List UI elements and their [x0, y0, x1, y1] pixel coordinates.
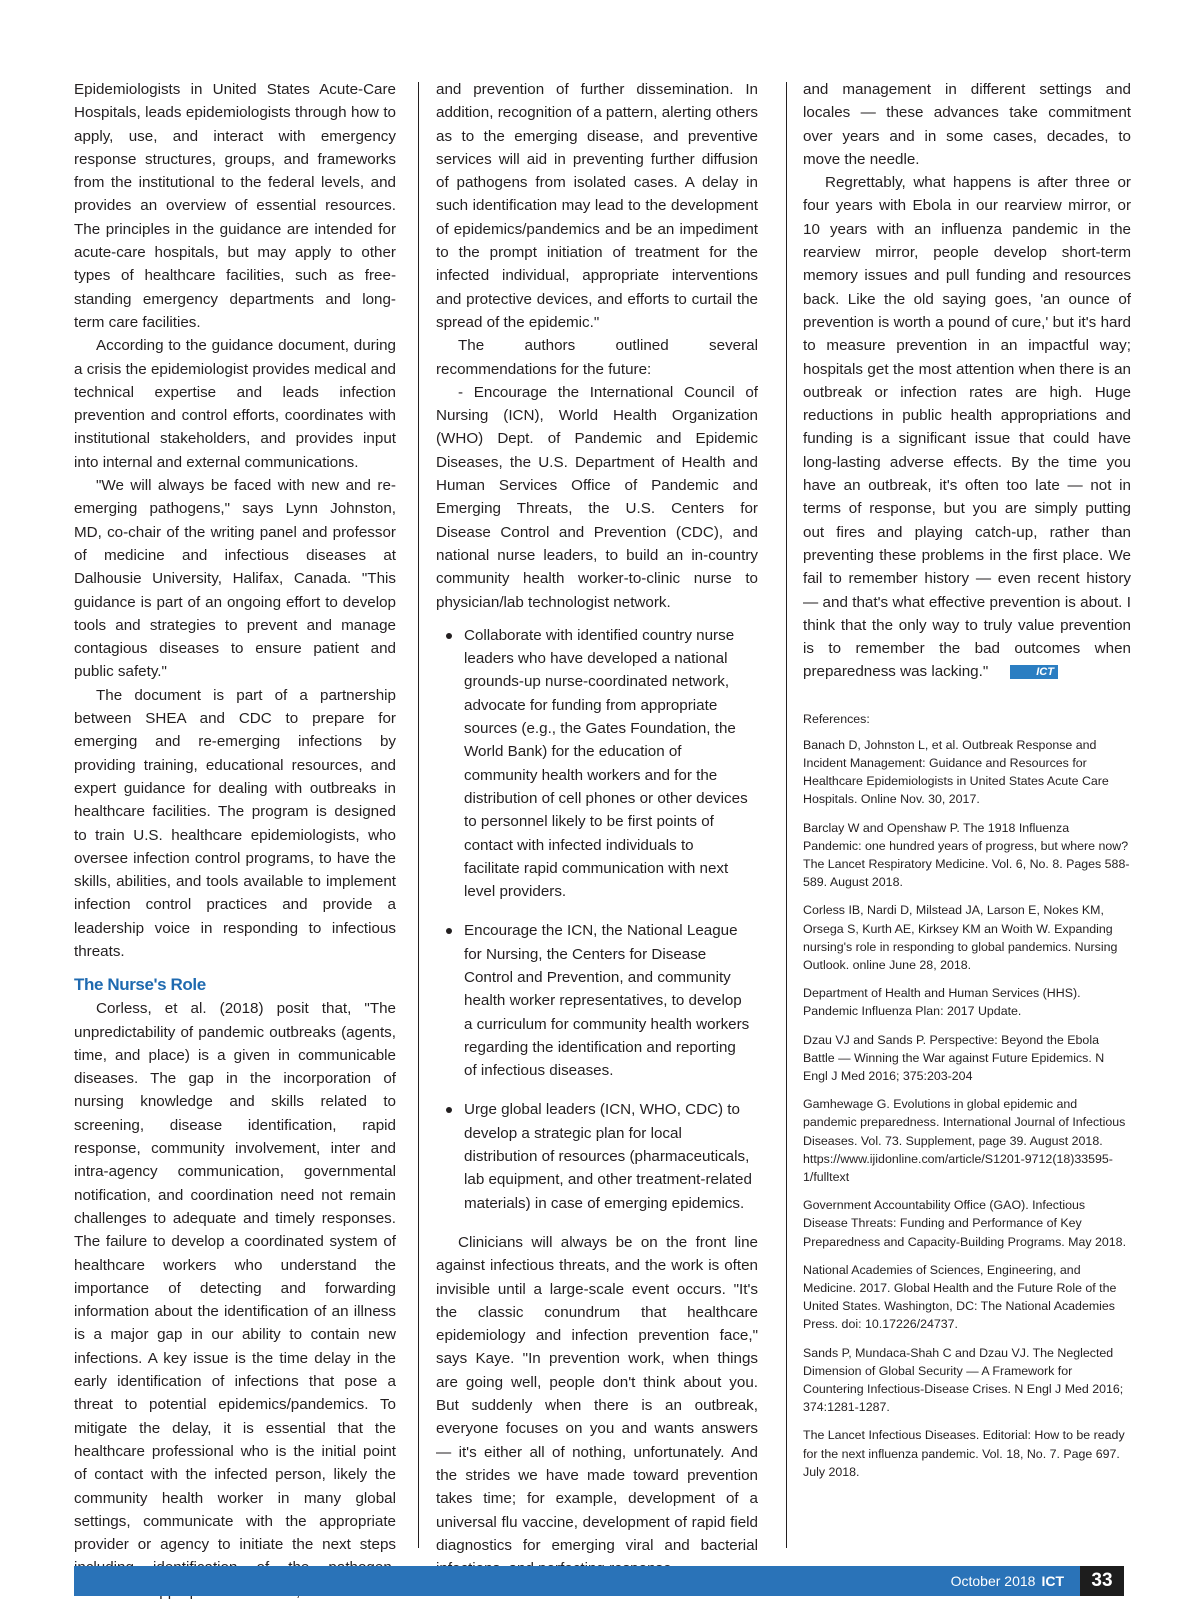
bullet-icon: [446, 928, 452, 934]
paragraph: Clinicians will always be on the front line against infectious threats, and the work is often invisible until a large-scale event occurs. "It's the classic conundrum that healthcare epidemiology and infection prevention face," says Kaye. "In prevention work, when things are going well, people don't think about you. But suddenly when there is an outbreak, everyone focuses on you and wants answers — it's either all of nothing, unfortunately. And the strides we have made toward prevention takes time; for example, development of a universal flu vaccine, development of rapid field diagnostics for emerging viral and bacterial: [436, 1233, 758, 1554]
section-heading: The Nurse's Role: [74, 975, 206, 995]
reference-item: Dzau VJ and Sands P. Perspective: Beyond the Ebola Battle — Winning the War against Future Epidemics. N Engl J Med 2016; 375:203-204: [803, 1032, 1105, 1083]
paragraph: and prevention of further dissemination. In addition, recognition of a pattern, alerting others as to the emerging disease, and preventive services will aid in preventing further diffusion of pathogens from isolated cases. A delay in such identification may lead to the development of epidemics/pandemics and be an impediment to the prompt initiation of treatment for the infected individual, appropriate interventions and protective devices, and efforts to curtail the spread of the epidemic.": [436, 81, 758, 331]
footer-date: October 2018: [950, 1573, 1036, 1589]
ict-end-mark-icon: ICT: [1010, 665, 1058, 679]
paragraph: Corless, et al. (2018) posit that, "The unpredictability of pandemic outbreaks (agents, time, and place) is a given in communicable diseases. The gap in the incorporation of nursing knowledge and skills related to screening, disease identification, rapid response, community involvement, inter and intra-agency communication, governmental notification, and coordination need not remain challenges to adequate and timely responses. The failure to develop a coordinated system of healthcare workers who understand the importance of detecting and forwarding information about the identification of an illness is a major gap in our ability to contain new infections. A key issue is the time delay in the early identification of infections that pose a threat to potential epidemics/pandemics. To mitigate the delay, it is essential that the healthcare professional who is the initial point of contact with the infected person, likely the community health worker in many global settings, communicate with the appropriate provider or agency to initiate the next steps: [74, 1000, 396, 1554]
footer-issue: [951, 1572, 1064, 1590]
paragraph: The document is part of a partnership between SHEA and CDC to prepare for emerging and re-emerging infections by providing training, educational resources, and expert guidance for dealing with outbreaks in healthcare facilities. The program is designed to train U.S. healthcare epidemiologists, who oversee infection control programs, to have the skills, abilities, and tools available to implement infection control practices and provide a leadership voice in responding to infectious threats.: [74, 686, 396, 960]
footer-brand: ICT: [1041, 1573, 1064, 1589]
reference-item: Barclay W and Openshaw P. The 1918 Influenza Pandemic: one hundred years of progress, but where now? The Lancet Respiratory Medicine. Vol. 6, No. 8. Pages 588-589. August 2018.: [803, 820, 1130, 890]
paragraph: "We will always be faced with new and re-emerging pathogens," says Lynn Johnston, MD, co-chair of the writing panel and professor of medicine and infectious diseases at Dalhousie University, Halifax, Canada. "This guidance is part of an ongoing effort to develop tools and strategies to prevent and manage contagious diseases to ensure patient and public safety.": [74, 477, 396, 681]
paragraph: Regrettably, what happens is after three or four years with Ebola in our rearview mirror, or 10 years with an influenza pandemic in the rearview mirror, people develop short-term memory issues and pull funding and resources back. Like the old saying goes, 'an ounce of prevention is worth a pound of cure,' but it's hard to measure prevention in an impactful way; hospitals get the most attention when there is an outbreak or infection rates are high. Huge reductions in public health appropriations and funding is a significant issue that could have long-lasting adverse effects. By the time you have an outbreak, it's often too late — not in terms of response, but you are simply putting out fires and playing catch-up, rather than preventing these problems in the first place. We fail to remember history — even recent history — and that's what effective prevention is about. I think that the only way to truly value prevention is to remember the bad outcomes when preparedness was lacking." ICT: [803, 174, 1131, 681]
list-item: Collaborate with identified country nurse leaders who have developed a national grounds-up nurse-coordinated network, advocate for funding from appropriate sources (e.g., the Gates Foundation, the World Bank) for the education of community health workers and for the distribution of cell phones or other devices to personnel likely to be first points of contact with infected individuals to facilitate rapid communication with next level providers.: [464, 624, 758, 904]
reference-item: Gamhewage G. Evolutions in global epidemic and pandemic preparedness. International Journal of Infectious Diseases. Vol. 73. Supplement, page 39. August 2018. https://www.ijidonline.com/article/S1201-9712(18)33595-1/fulltext: [803, 1097, 1126, 1184]
references-section: [803, 710, 1131, 1481]
references-title: References:: [803, 711, 870, 726]
page-number: 33: [1080, 1566, 1124, 1596]
reference-item: The Lancet Infectious Diseases. Editorial: How to be ready for the next influenza pandemic. Vol. 18, No. 7. Page 697. July 2018.: [803, 1428, 1125, 1479]
paragraph: According to the guidance document, during a crisis the epidemiologist provides medical and technical expertise and leads infection prevention and control efforts, coordinates with institutional stakeholders, and provides input into internal and external communications.: [74, 337, 396, 471]
list-item: Urge global leaders (ICN, WHO, CDC) to develop a strategic plan for local distribution of resources (pharmaceuticals, lab equipment, and other treatment-related materials) in case of emerging epidemics.: [464, 1098, 758, 1214]
reference-item: Department of Health and Human Services (HHS). Pandemic Influenza Plan: 2017 Update.: [803, 986, 1081, 1019]
bullet-icon: [446, 633, 452, 639]
paragraph: and management in different settings and locales — these advances take commitment over years and in some cases, decades, to move the needle.: [803, 81, 1131, 168]
footer-bar: [74, 1566, 1124, 1596]
reference-item: Banach D, Johnston L, et al. Outbreak Response and Incident Management: Guidance and Resources for Healthcare Epidemiologists in United States Acute Care Hospitals. Online Nov. 30, 2017.: [803, 737, 1109, 807]
list-item: Encourage the ICN, the National League for Nursing, the Centers for Disease Control and Prevention, and community health worker representatives, to develop a curriculum for community health workers regarding the identification and reporting of infectious diseases.: [464, 919, 758, 1082]
reference-item: Sands P, Mundaca-Shah C and Dzau VJ. The Neglected Dimension of Global Security — A Framework for Countering Infectious-Disease Crises. N Engl J Med 2016; 374:1281-1287.: [803, 1345, 1124, 1415]
paragraph: Epidemiologists in United States Acute-Care Hospitals, leads epidemiologists through how to apply, use, and interact with emergency response structures, groups, and frameworks from the institutional to the federal levels, and provides an overview of essential resources. The principles in the guidance are intended for acute-care hospitals, but may apply to other types of healthcare facilities, such as free-standing emergency departments and long-term care facilities.: [74, 81, 396, 331]
bullet-icon: [446, 1107, 452, 1113]
paragraph: - Encourage the International Council of Nursing (ICN), World Health Organization (WHO) Dept. of Pandemic and Epidemic Diseases, the U.S. Department of Health and Human Services Office of Pandemic and Emerging Threats, the U.S. Centers for Disease Control and Prevention (CDC), and national nurse leaders, to build an in-country community health worker-to-clinic nurse to physician/lab technologist network.: [436, 383, 758, 611]
article-column-1: [74, 78, 396, 1603]
reference-item: National Academies of Sciences, Engineering, and Medicine. 2017. Global Health and the Future Role of the United States. Washington, DC: The National Academies Press. doi: 10.17226/24737.: [803, 1262, 1117, 1332]
article-column-3: [803, 78, 1131, 1491]
column-divider-left: [418, 82, 419, 1548]
article-column-2: [436, 78, 758, 1580]
reference-item: Corless IB, Nardi D, Milstead JA, Larson E, Nokes KM, Orsega S, Kurth AE, Kirksey KM an Woith W. Expanding nursing's role in responding to global pandemics. Nursing Outlook. online June 28, 2018.: [803, 903, 1118, 972]
recommendation-list: [436, 624, 758, 1215]
reference-item: Government Accountability Office (GAO). Infectious Disease Threats: Funding and Performance of Key Preparedness and Capacity-Building Programs. May 2018.: [803, 1198, 1127, 1249]
paragraph: The authors outlined several recommendations for the future:: [436, 337, 758, 378]
column-divider-right: [786, 82, 787, 1548]
